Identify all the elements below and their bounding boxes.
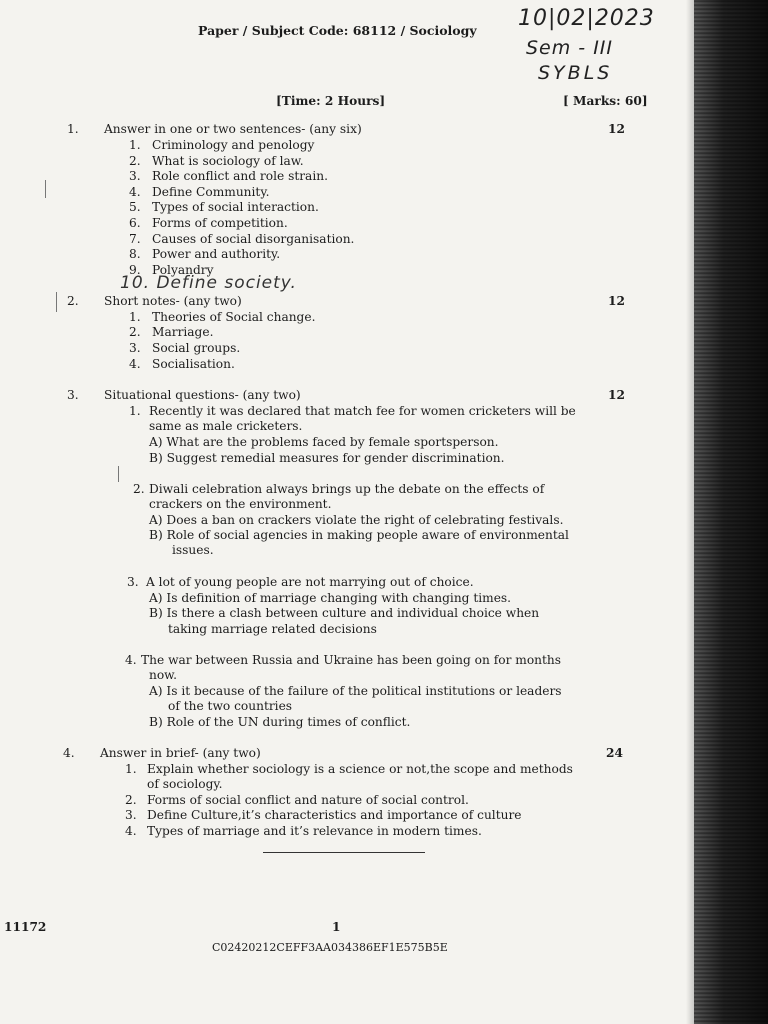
q3-case-sub-cont: issues. (172, 543, 214, 557)
q1-item-num: 4. (129, 185, 141, 199)
q3-case-line: Diwali celebration always brings up the debate on the effects of (149, 482, 545, 496)
q3-case-sub-cont: of the two countries (168, 699, 293, 713)
q2-item-num: 3. (129, 341, 141, 355)
subject-code: Paper / Subject Code: 68112 / Sociology (198, 23, 477, 38)
exam-time: [Time: 2 Hours] (276, 94, 386, 108)
q4-item-num: 2. (125, 793, 137, 807)
q4-number: 4. (63, 746, 75, 760)
q1-item-num: 3. (129, 169, 141, 183)
q2-item-num: 1. (129, 310, 141, 324)
q4-marks: 24 (606, 746, 623, 760)
margin-mark (56, 292, 57, 312)
q3-case-sub: B) Suggest remedial measures for gender discrimination. (149, 451, 505, 465)
margin-mark (118, 466, 119, 482)
q1-item-num: 7. (129, 232, 141, 246)
handwritten-program: SYBLS (538, 62, 613, 84)
q1-item-text: Power and authority. (152, 247, 281, 261)
exam-marks: [ Marks: 60] (563, 94, 648, 108)
q3-case-line: A lot of young people are not marrying out of choice. (146, 575, 474, 589)
q2-item-text: Social groups. (152, 341, 241, 355)
q1-item-num: 5. (129, 200, 141, 214)
q2-item-text: Marriage. (152, 325, 214, 339)
q3-case-num: 4. (125, 653, 137, 667)
q4-item-text: Define Culture,it’s characteristics and importance of culture (147, 808, 522, 822)
q1-item-num: 6. (129, 216, 141, 230)
q3-case-sub: B) Role of the UN during times of conflict. (149, 715, 411, 729)
q1-number: 1. (67, 122, 79, 136)
q4-item-num: 1. (125, 762, 137, 776)
q3-case-line: Recently it was declared that match fee for women cricketers will be (149, 404, 576, 418)
q3-case-sub: A) What are the problems faced by female sportsperson. (149, 435, 499, 449)
q3-case-sub: B) Role of social agencies in making people aware of environmental (149, 528, 569, 542)
q2-number: 2. (67, 294, 79, 308)
q3-case-line: The war between Russia and Ukraine has been going on for months (141, 653, 562, 667)
handwritten-date: 10|02|2023 (518, 6, 655, 31)
q1-item-text: Types of social interaction. (152, 200, 319, 214)
q4-title: Answer in brief- (any two) (100, 746, 261, 760)
q3-case-line: now. (149, 668, 178, 682)
q1-item-num: 2. (129, 154, 141, 168)
q1-handwritten-item: 10. Define society. (120, 273, 297, 293)
q1-item-text: Polyandry (152, 263, 214, 277)
q2-item-text: Socialisation. (152, 357, 235, 371)
q2-item-text: Theories of Social change. (152, 310, 316, 324)
q4-item-text: Types of marriage and it’s relevance in modern times. (147, 824, 482, 838)
q1-item-text: Define Community. (152, 185, 270, 199)
q2-marks: 12 (608, 294, 625, 308)
q3-case-sub: A) Is definition of marriage changing with changing times. (149, 591, 512, 605)
q3-marks: 12 (608, 388, 625, 402)
q4-item-num: 4. (125, 824, 137, 838)
q4-item-text: Forms of social conflict and nature of social control. (147, 793, 469, 807)
q2-item-num: 2. (129, 325, 141, 339)
q1-item-text: What is sociology of law. (152, 154, 304, 168)
q3-number: 3. (67, 388, 79, 402)
q1-item-text: Role conflict and role strain. (152, 169, 328, 183)
q1-item-text: Criminology and penology (152, 138, 315, 152)
q3-case-sub-cont: taking marriage related decisions (168, 622, 377, 636)
q3-case-num: 3. (127, 575, 139, 589)
paper-id: 11172 (4, 920, 47, 934)
q3-title: Situational questions- (any two) (104, 388, 301, 402)
q3-case-sub: B) Is there a clash between culture and individual choice when (149, 606, 540, 620)
q1-title: Answer in one or two sentences- (any six) (104, 122, 362, 136)
page-number: 1 (332, 920, 341, 934)
q1-item-num: 9. (129, 263, 141, 277)
q1-item-num: 8. (129, 247, 141, 261)
q1-item-text: Forms of competition. (152, 216, 288, 230)
q1-item-num: 1. (129, 138, 141, 152)
q3-case-num: 1. (129, 404, 141, 418)
q2-title: Short notes- (any two) (104, 294, 242, 308)
q1-marks: 12 (608, 122, 625, 136)
paper-hash: C02420212CEFF3AA034386EF1E575B5E (212, 941, 448, 954)
q3-case-line: same as male cricketers. (149, 419, 303, 433)
q3-case-num: 2. (133, 482, 145, 496)
end-rule (263, 852, 425, 853)
handwritten-semester: Sem - III (526, 37, 614, 59)
scan-edge (694, 0, 768, 1024)
q4-item-text: Explain whether sociology is a science or not,the scope and methods (147, 762, 573, 776)
q3-case-line: crackers on the environment. (149, 497, 332, 511)
q4-item-cont: of sociology. (147, 777, 223, 791)
q3-case-sub: A) Does a ban on crackers violate the right of celebrating festivals. (149, 513, 564, 527)
q4-item-num: 3. (125, 808, 137, 822)
q2-item-num: 4. (129, 357, 141, 371)
q3-case-sub: A) Is it because of the failure of the political institutions or leaders (149, 684, 562, 698)
q1-item-text: Causes of social disorganisation. (152, 232, 355, 246)
margin-mark (45, 180, 46, 198)
